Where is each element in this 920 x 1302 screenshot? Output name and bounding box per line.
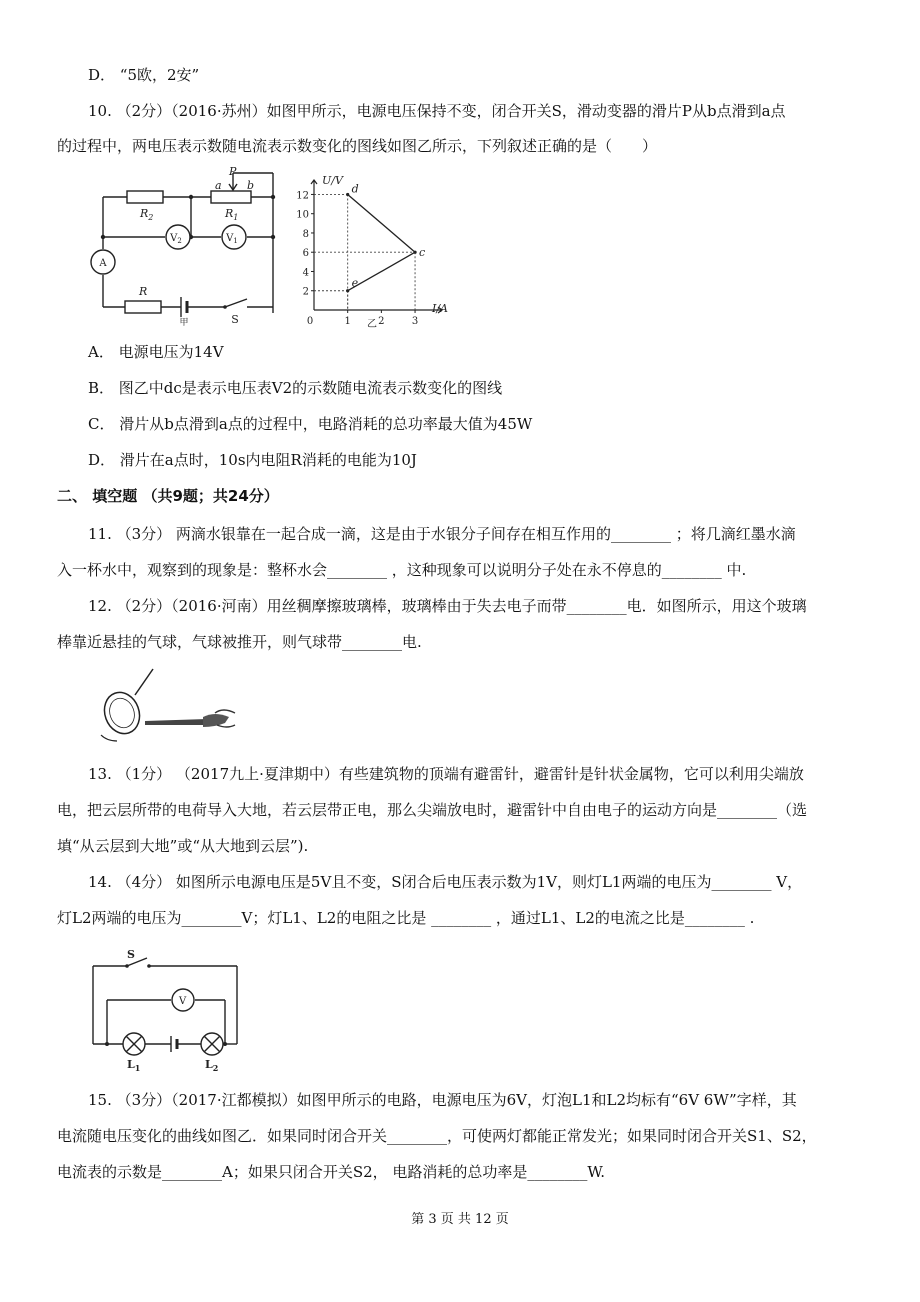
hanging-string [135,669,153,695]
label-s: S [231,313,239,326]
q9-option-d: D． “5欧，2安” [88,66,200,84]
y-tick-label: 12 [296,190,309,202]
q10-stem-line1: 10. （2分）（2016·苏州）如图甲所示，电源电压保持不变，闭合开关S，滑动变器的滑片P从b点滑到a点 [88,102,786,120]
q10-option-c: C． 滑片从b点滑到a点的过程中，电路消耗的总功率最大值为45W [88,415,533,433]
q15-line1: 15. （3分）（2017·江都模拟）如图甲所示的电路，电源电压为6V，灯泡L1和L2均标有“6V 6W”字样，其 [88,1091,797,1109]
rheostat-r1 [211,191,251,203]
x-tick-label: 0 [306,316,314,327]
label-v2: $V_2$ [170,233,182,245]
label-l2: $L_2$ [205,1058,219,1073]
x-tick-label: 2 [378,316,385,327]
q10-option-a: A． 电源电压为14V [88,343,224,361]
page-footer: 第 3 页 共 12 页 [411,1212,509,1227]
q13-line2: 电，把云层所带的电荷导入大地，若云层带正电，那么尖端放电时，避雷针中自由电子的运动方向是________（选 [57,801,808,819]
x-axis-label: I/A [432,302,448,315]
q11-line1: 11. （3分） 两滴水银靠在一起合成一滴，这是由于水银分子间存在相互作用的________ ；将几滴红墨水滴 [88,525,796,543]
y-tick-label: 6 [302,248,309,260]
x-tick-label: 1 [344,316,351,327]
q11-line2: 入一杯水中，观察到的现象是：整杯水会________ ，这种现象可以说明分子处在永不停息的________ 中. [57,561,747,579]
caption-jia: 甲 [179,318,189,327]
point-label-d: d [351,182,359,196]
caption-yi: 乙 [367,319,377,330]
q13-line1: 13. （1分） （2017九上·夏津期中）有些建筑物的顶端有避雷针，避雷针是针状金属物，它可以利用尖端放 [88,765,804,783]
q10-option-d: D． 滑片在a点时，10s内电阻R消耗的电能为10J [88,451,417,469]
series-line-dc [348,194,415,252]
point-label-c: c [419,246,426,260]
label-l1: $L_1$ [127,1058,141,1073]
point-d [346,193,349,196]
resistor-r [125,301,161,313]
q15-line3: 电流表的示数是________A；如果只闭合开关S2， 电路消耗的总功率是________W. [57,1163,605,1181]
q14-line1: 14. （4分） 如图所示电源电压是5V且不变，S闭合后电压表示数为1V，则灯L1两端的电压为________ V， [88,873,803,891]
label-p: P [229,167,237,178]
y-tick-label: 2 [302,286,309,298]
q12-line1: 12. （2分）（2016·河南）用丝稠摩擦玻璃棒，玻璃棒由于失去电子而带________电．如图所示，用这个玻璃 [88,597,807,615]
label-r: R [139,285,148,298]
label-b: b [247,179,255,192]
y-axis-label: U/V [322,174,343,187]
circuit-diagram-q14 [85,944,250,1074]
resistor-r2 [127,191,163,203]
label-r1: $R_1$ [225,207,239,222]
label-v1: $V_1$ [226,233,238,245]
q12-line2: 棒靠近悬挂的气球，气球被推开，则气球带________电. [57,633,422,651]
label-ammeter: A [99,258,107,269]
y-tick-label: 10 [296,209,309,221]
y-tick-label: 4 [302,267,309,279]
circuit-diagram-jia [85,167,285,327]
q10-option-b: B． 图乙中dc是表示电压表V2的示数随电流表示数变化的图线 [88,379,503,397]
section-heading-fill-blank: 二、 填空题 （共9题；共24分） [57,487,279,505]
label-a: a [215,179,222,192]
q10-stem-line2: 的过程中，两电压表示数随电流表示数变化的图线如图乙所示，下列叙述正确的是（ ） [57,137,658,155]
y-tick-label: 8 [302,228,309,240]
q14-line2: 灯L2两端的电压为________V；灯L1、L2的电阻之比是 ________ ，通过L1、L2的电流之比是________ . [57,909,755,927]
balloon [99,687,145,738]
label-voltmeter-v: V [179,996,187,1007]
point-c [413,251,416,254]
graph-yi [292,172,462,332]
balloon-glass-rod-figure [95,667,245,747]
point-e [346,289,349,292]
glass-rod-in-hand [145,710,235,727]
point-label-e: e [351,276,359,290]
label-r2: $R_2$ [140,207,154,222]
label-switch-s: S [127,948,135,961]
q15-line2: 电流随电压变化的曲线如图乙．如果同时闭合开关________，可使两灯都能正常发光；如果同时闭合开关S1、S2， [57,1127,817,1145]
q13-line3: 填“从云层到大地”或“从大地到云层”). [57,837,309,855]
x-tick-label: 3 [411,316,419,327]
